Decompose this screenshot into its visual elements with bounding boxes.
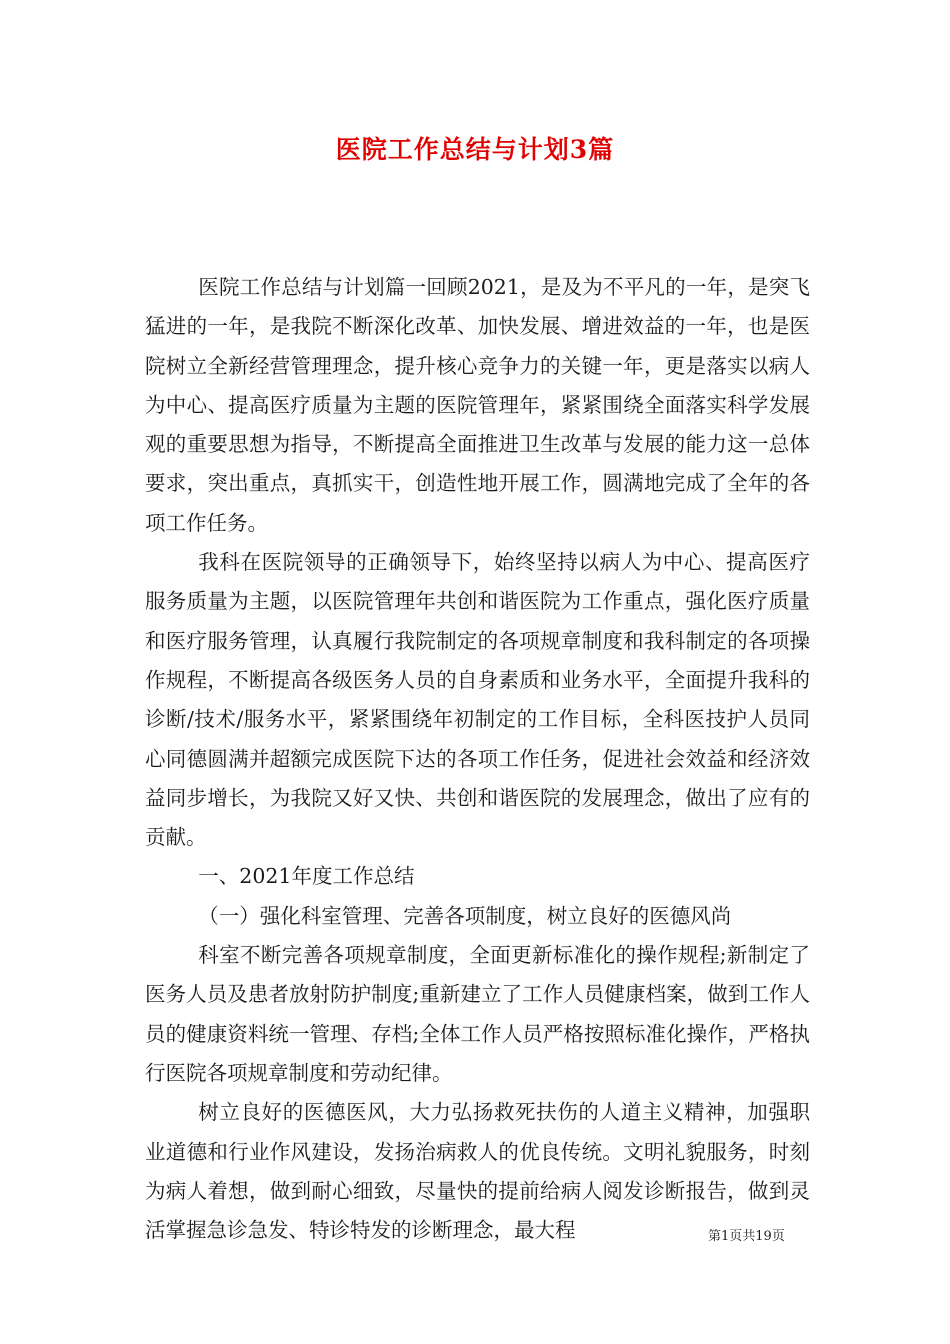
paragraph-ethics: 树立良好的医德医风，大力弘扬救死扶伤的人道主义精神，加强职业道德和行业作风建设，发扬治病救人的优良传统。文明礼貌服务，时刻为病人着想，做到耐心细致，尽量快的提前给病人阅发诊断报告，做到灵活掌握急诊急发、特诊特发的诊断理念，最大程 <box>145 1100 810 1243</box>
subsection-heading: （一）强化科室管理、完善各项制度，树立良好的医德风尚 <box>198 903 732 928</box>
page-number: 第1页共19页 <box>708 1229 785 1244</box>
paragraph-rules: 科室不断完善各项规章制度，全面更新标准化的操作规程;新制定了医务人员及患者放射防护制度;重新建立了工作人员健康档案，做到工作人员的健康资料统一管理、存档;全体工作人员严格按照标准化操作，严格执行医院各项规章制度和劳动纪律。 <box>145 943 810 1085</box>
page-title: 医院工作总结与计划3篇 <box>335 135 615 164</box>
document-body <box>145 268 810 1250</box>
paragraph-department: 我科在医院领导的正确领导下，始终坚持以病人为中心、提高医疗服务质量为主题，以医院管理年共创和谐医院为工作重点，强化医疗质量和医疗服务管理，认真履行我院制定的各项规章制度和我科制定的各项操作规程，不断提高各级医务人员的自身素质和业务水平，全面提升我科的诊断/技术/服务水平，紧紧围绕年初制定的工作目标，全科医技护人员同心同德圆满并超额完成医院下达的各项工作任务，促进社会效益和经济效益同步增长，为我院又好又快、共创和谐医院的发展理念，做出了应有的贡献。 <box>145 550 810 850</box>
paragraph-intro: 医院工作总结与计划篇一回顾2021，是及为不平凡的一年，是突飞猛进的一年，是我院不断深化改革、加快发展、增进效益的一年，也是医院树立全新经营管理理念，提升核心竞争力的关键一年，更是落实以病人为中心、提高医疗质量为主题的医院管理年，紧紧围绕全面落实科学发展观的重要思想为指导，不断提高全面推进卫生改革与发展的能力这一总体要求，突出重点，真抓实干，创造性地开展工作，圆满地完成了全年的各项工作任务。 <box>145 275 810 535</box>
section-heading: 一、2021年度工作总结 <box>198 864 415 889</box>
